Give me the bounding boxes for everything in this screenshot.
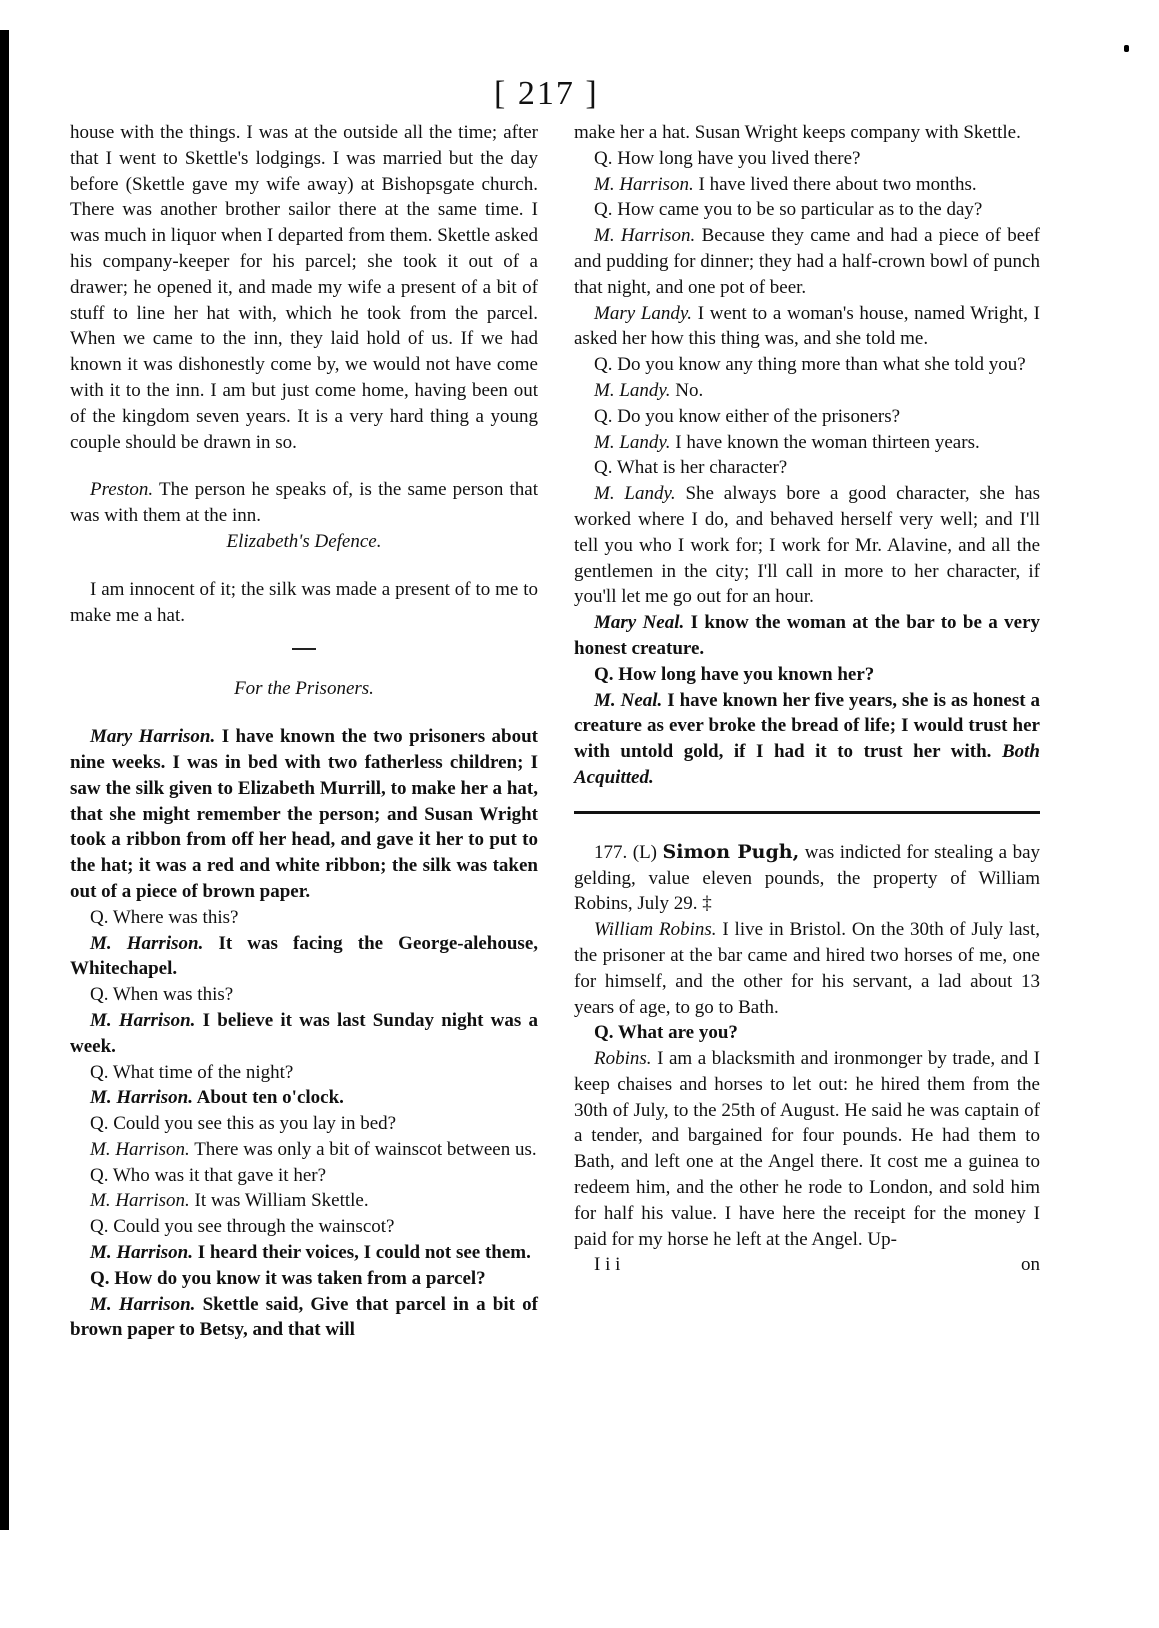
speaker-name: M. Harrison. bbox=[90, 1009, 196, 1031]
paragraph: Mary Landy. I went to a woman's house, named Wright, I asked her how this thing was, and she told me. bbox=[574, 302, 1040, 350]
speaker-name: M. Harrison. bbox=[90, 1293, 196, 1315]
speaker-name: Robins. bbox=[594, 1048, 652, 1070]
section-heading: Elizabeth's Defence. bbox=[226, 530, 382, 552]
question: Q. How do you know it was taken from a parcel? bbox=[90, 1267, 486, 1289]
speaker-name: M. Harrison. bbox=[90, 1138, 190, 1160]
speaker-name: Preston. bbox=[90, 479, 154, 501]
answer: M. Harrison. Because they came and had a piece of beef and pudding for dinner; they had a half-crown bowl of punch that night, and one pot of beer. bbox=[574, 225, 1040, 298]
answer: M. Harrison. It was facing the George-alehouse, Whitechapel. bbox=[70, 932, 539, 980]
answer: M. Harrison. It was William Skettle. bbox=[90, 1190, 369, 1212]
separator bbox=[292, 648, 316, 650]
speaker-name: M. Harrison. bbox=[594, 173, 694, 195]
page-footer bbox=[574, 1252, 1040, 1278]
speaker-name: M. Landy. bbox=[594, 431, 671, 453]
answer: M. Harrison. I have lived there about two months. bbox=[594, 173, 977, 195]
verdict: Both Acquitted. bbox=[574, 741, 1040, 788]
question: Q. Could you see this as you lay in bed? bbox=[90, 1113, 397, 1135]
speaker-name: M. Harrison. bbox=[90, 932, 204, 954]
question: Q. What are you? bbox=[594, 1022, 738, 1044]
paragraph: Preston. The person he speaks of, is the same person that was with them at the inn. bbox=[70, 479, 538, 527]
question: Q. Do you know any thing more than what she told you? bbox=[594, 354, 1026, 376]
question: Q. When was this? bbox=[90, 984, 234, 1006]
answer: M. Harrison. There was only a bit of wainscot between us. bbox=[90, 1138, 537, 1160]
question: Q. Who was it that gave it her? bbox=[90, 1164, 327, 1186]
speaker-name: M. Landy. bbox=[594, 483, 676, 505]
question: Q. Where was this? bbox=[90, 906, 239, 928]
page-edge-shadow bbox=[0, 30, 9, 1530]
defendant-name: Simon Pugh, bbox=[662, 840, 800, 863]
paragraph: I am innocent of it; the silk was made a present of to me to make me a hat. bbox=[70, 578, 538, 626]
ink-speck bbox=[1124, 45, 1129, 52]
answer: M. Harrison. I heard their voices, I could not see them. bbox=[90, 1242, 531, 1264]
answer: M. Harrison. I believe it was last Sunday night was a week. bbox=[70, 1009, 539, 1057]
left-column bbox=[70, 120, 538, 1343]
paragraph: Mary Neal. I know the woman at the bar to be a very honest creature. bbox=[574, 612, 1041, 659]
question: Q. How long have you known her? bbox=[594, 663, 875, 685]
paragraph: Mary Harrison. I have known the two prisoners about nine weeks. I was in bed with two fatherless children; I saw the silk given to Elizabeth Murrill, to make her a hat, that she might remember the person; and Susan Wright took a ribbon from off her head, and gave it her to put to the hat; it was a red and white ribbon; the silk was taken out of a piece of brown paper. bbox=[70, 726, 539, 902]
right-column bbox=[574, 120, 1040, 1278]
speaker-name: Mary Neal. bbox=[594, 612, 685, 634]
speaker-name: M. Harrison. bbox=[90, 1190, 190, 1212]
case-number: 177. (L) bbox=[594, 841, 657, 863]
paragraph: make her a hat. Susan Wright keeps company with Skettle. bbox=[574, 122, 1021, 143]
section-heading: For the Prisoners. bbox=[234, 678, 374, 700]
answer: M. Harrison. Skettle said, Give that parcel in a bit of brown paper to Betsy, and that will bbox=[70, 1293, 538, 1341]
question: Q. How long have you lived there? bbox=[594, 147, 861, 169]
speaker-name: Mary Harrison. bbox=[90, 726, 216, 748]
answer: M. Landy. No. bbox=[594, 379, 704, 401]
question: Q. Do you know either of the prisoners? bbox=[594, 405, 901, 427]
section-rule bbox=[574, 811, 1040, 814]
catchword: on bbox=[1021, 1254, 1040, 1276]
speaker-name: M. Harrison. bbox=[90, 1242, 193, 1264]
dagger-mark: ‡ bbox=[702, 893, 712, 915]
question: Q. What is her character? bbox=[594, 457, 788, 479]
answer: M. Landy. She always bore a good character, she has worked where I do, and behaved herself very well; and I'll tell you who I work for; I work for Mr. Alavine, and all the gentlemen in the city; I'll call in more to her character, if you'll let me go out for an hour. bbox=[574, 483, 1041, 608]
speaker-name: M. Harrison. bbox=[594, 225, 696, 247]
speaker-name: M. Neal. bbox=[594, 689, 663, 711]
speaker-name: William Robins. bbox=[594, 919, 717, 941]
question: Q. Could you see through the wainscot? bbox=[90, 1216, 395, 1238]
speaker-name: M. Harrison. bbox=[90, 1087, 193, 1109]
question: Q. What time of the night? bbox=[90, 1061, 294, 1083]
answer: M. Harrison. About ten o'clock. bbox=[90, 1087, 344, 1109]
answer: M. Neal. I have known her five years, she is as honest a creature as ever broke the bread of life; I would trust her with untold gold, if I had it to trust her with. Both Acquitted. bbox=[574, 689, 1041, 788]
answer: Robins. I am a blacksmith and ironmonger by trade, and I keep chaises and horses to let out: he hired them from the 30th of July, to the 25th of August. He said he was captain of a tender, and bargained for four pounds. He had them to Bath, and left one at the Angel there. It cost me a guinea to redeem him, and the other he rode to London, and sold him for half his value. I have here the receipt for the money I paid for my horse he left at the Angel. Up- bbox=[574, 1048, 1040, 1250]
question: Q. How came you to be so particular as to the day? bbox=[594, 199, 983, 221]
indictment: 177. (L) Simon Pugh, was indicted for stealing a bay gelding, value eleven pounds, the property of William Robins, July 29. ‡ bbox=[574, 840, 1041, 915]
answer: M. Landy. I have known the woman thirteen years. bbox=[594, 431, 980, 453]
paragraph: house with the things. I was at the outside all the time; after that I went to Skettle's lodgings. I was married but the day before (Skettle gave my wife away) at Bishopsgate church. There was another brother sailor there at the same time. I was much in liquor when I departed from them. Skettle asked his company-keeper for his parcel; she took it out of a drawer; he opened it, and made my wife a present of a bit of stuff to line her hat with, which he took from the parcel. When we came to the inn, they laid hold of us. If we had known it was dishonestly come by, we would not have come with it to the inn. I am but just come home, having been out of the kingdom seven years. It is a very hard thing a young couple should be drawn in so. bbox=[70, 122, 539, 453]
paragraph: William Robins. I live in Bristol. On the 30th of July last, the prisoner at the bar came and hired two horses of me, one for himself, and the other for his servant, a lad about 13 years of age, to go to Bath. bbox=[574, 919, 1040, 1018]
signature-mark: I i i bbox=[594, 1254, 621, 1276]
speaker-name: M. Landy. bbox=[594, 379, 671, 401]
page-number: [ 217 ] bbox=[494, 75, 599, 112]
speaker-name: Mary Landy. bbox=[594, 302, 693, 324]
